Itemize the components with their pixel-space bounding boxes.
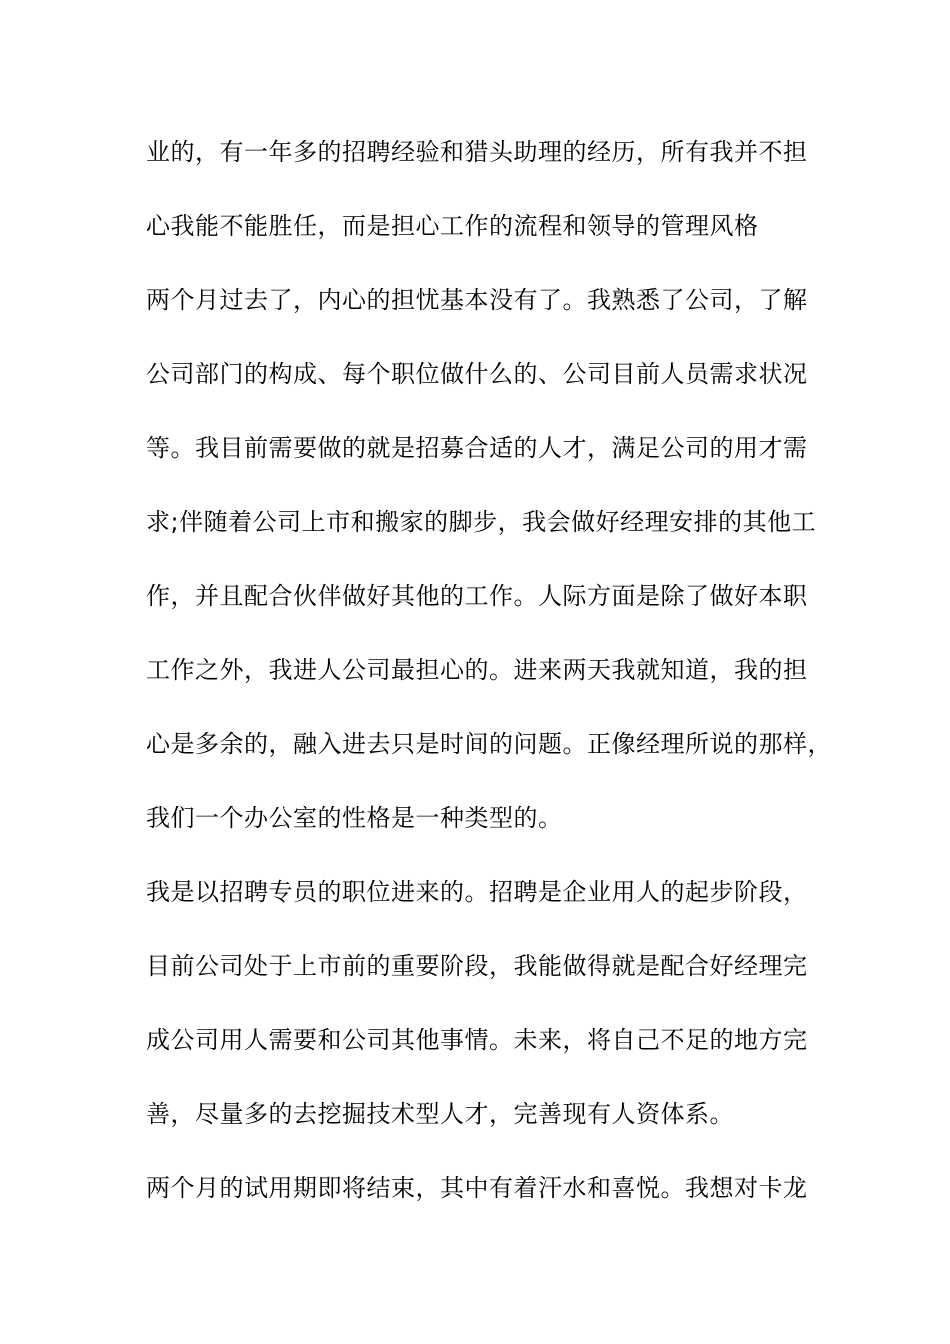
text-line: 善，尽量多的去挖掘技术型人才，完善现有人资体系。 [146, 1100, 734, 1128]
text-line: 我们一个办公室的性格是一种类型的。 [146, 804, 563, 832]
text-line: 等。我目前需要做的就是招募合适的人才，满足公司的用才需 [146, 434, 808, 462]
text-line: 目前公司处于上市前的重要阶段，我能做得就是配合好经理完 [146, 952, 808, 980]
text-line: 公司部门的构成、每个职位做什么的、公司目前人员需求状况 [146, 360, 808, 388]
text-line: 我是以招聘专员的职位进来的。招聘是企业用人的起步阶段， [146, 878, 808, 906]
text-line: 心我能不能胜任，而是担心工作的流程和领导的管理风格 [146, 212, 759, 240]
text-line: 求;伴随着公司上市和搬家的脚步，我会做好经理安排的其他工 [146, 508, 817, 536]
text-line: 两个月的试用期即将结束，其中有着汗水和喜悦。我想对卡龙 [146, 1174, 808, 1202]
text-line: 心是多余的，融入进去只是时间的问题。正像经理所说的那样， [146, 730, 832, 758]
text-line: 两个月过去了，内心的担忧基本没有了。我熟悉了公司，了解 [146, 286, 808, 314]
text-line: 业的，有一年多的招聘经验和猎头助理的经历，所有我并不担 [146, 138, 808, 166]
text-line: 成公司用人需要和公司其他事情。未来，将自己不足的地方完 [146, 1026, 808, 1054]
text-line: 作，并且配合伙伴做好其他的工作。人际方面是除了做好本职 [146, 582, 808, 610]
text-line: 工作之外，我进人公司最担心的。进来两天我就知道，我的担 [146, 656, 808, 684]
